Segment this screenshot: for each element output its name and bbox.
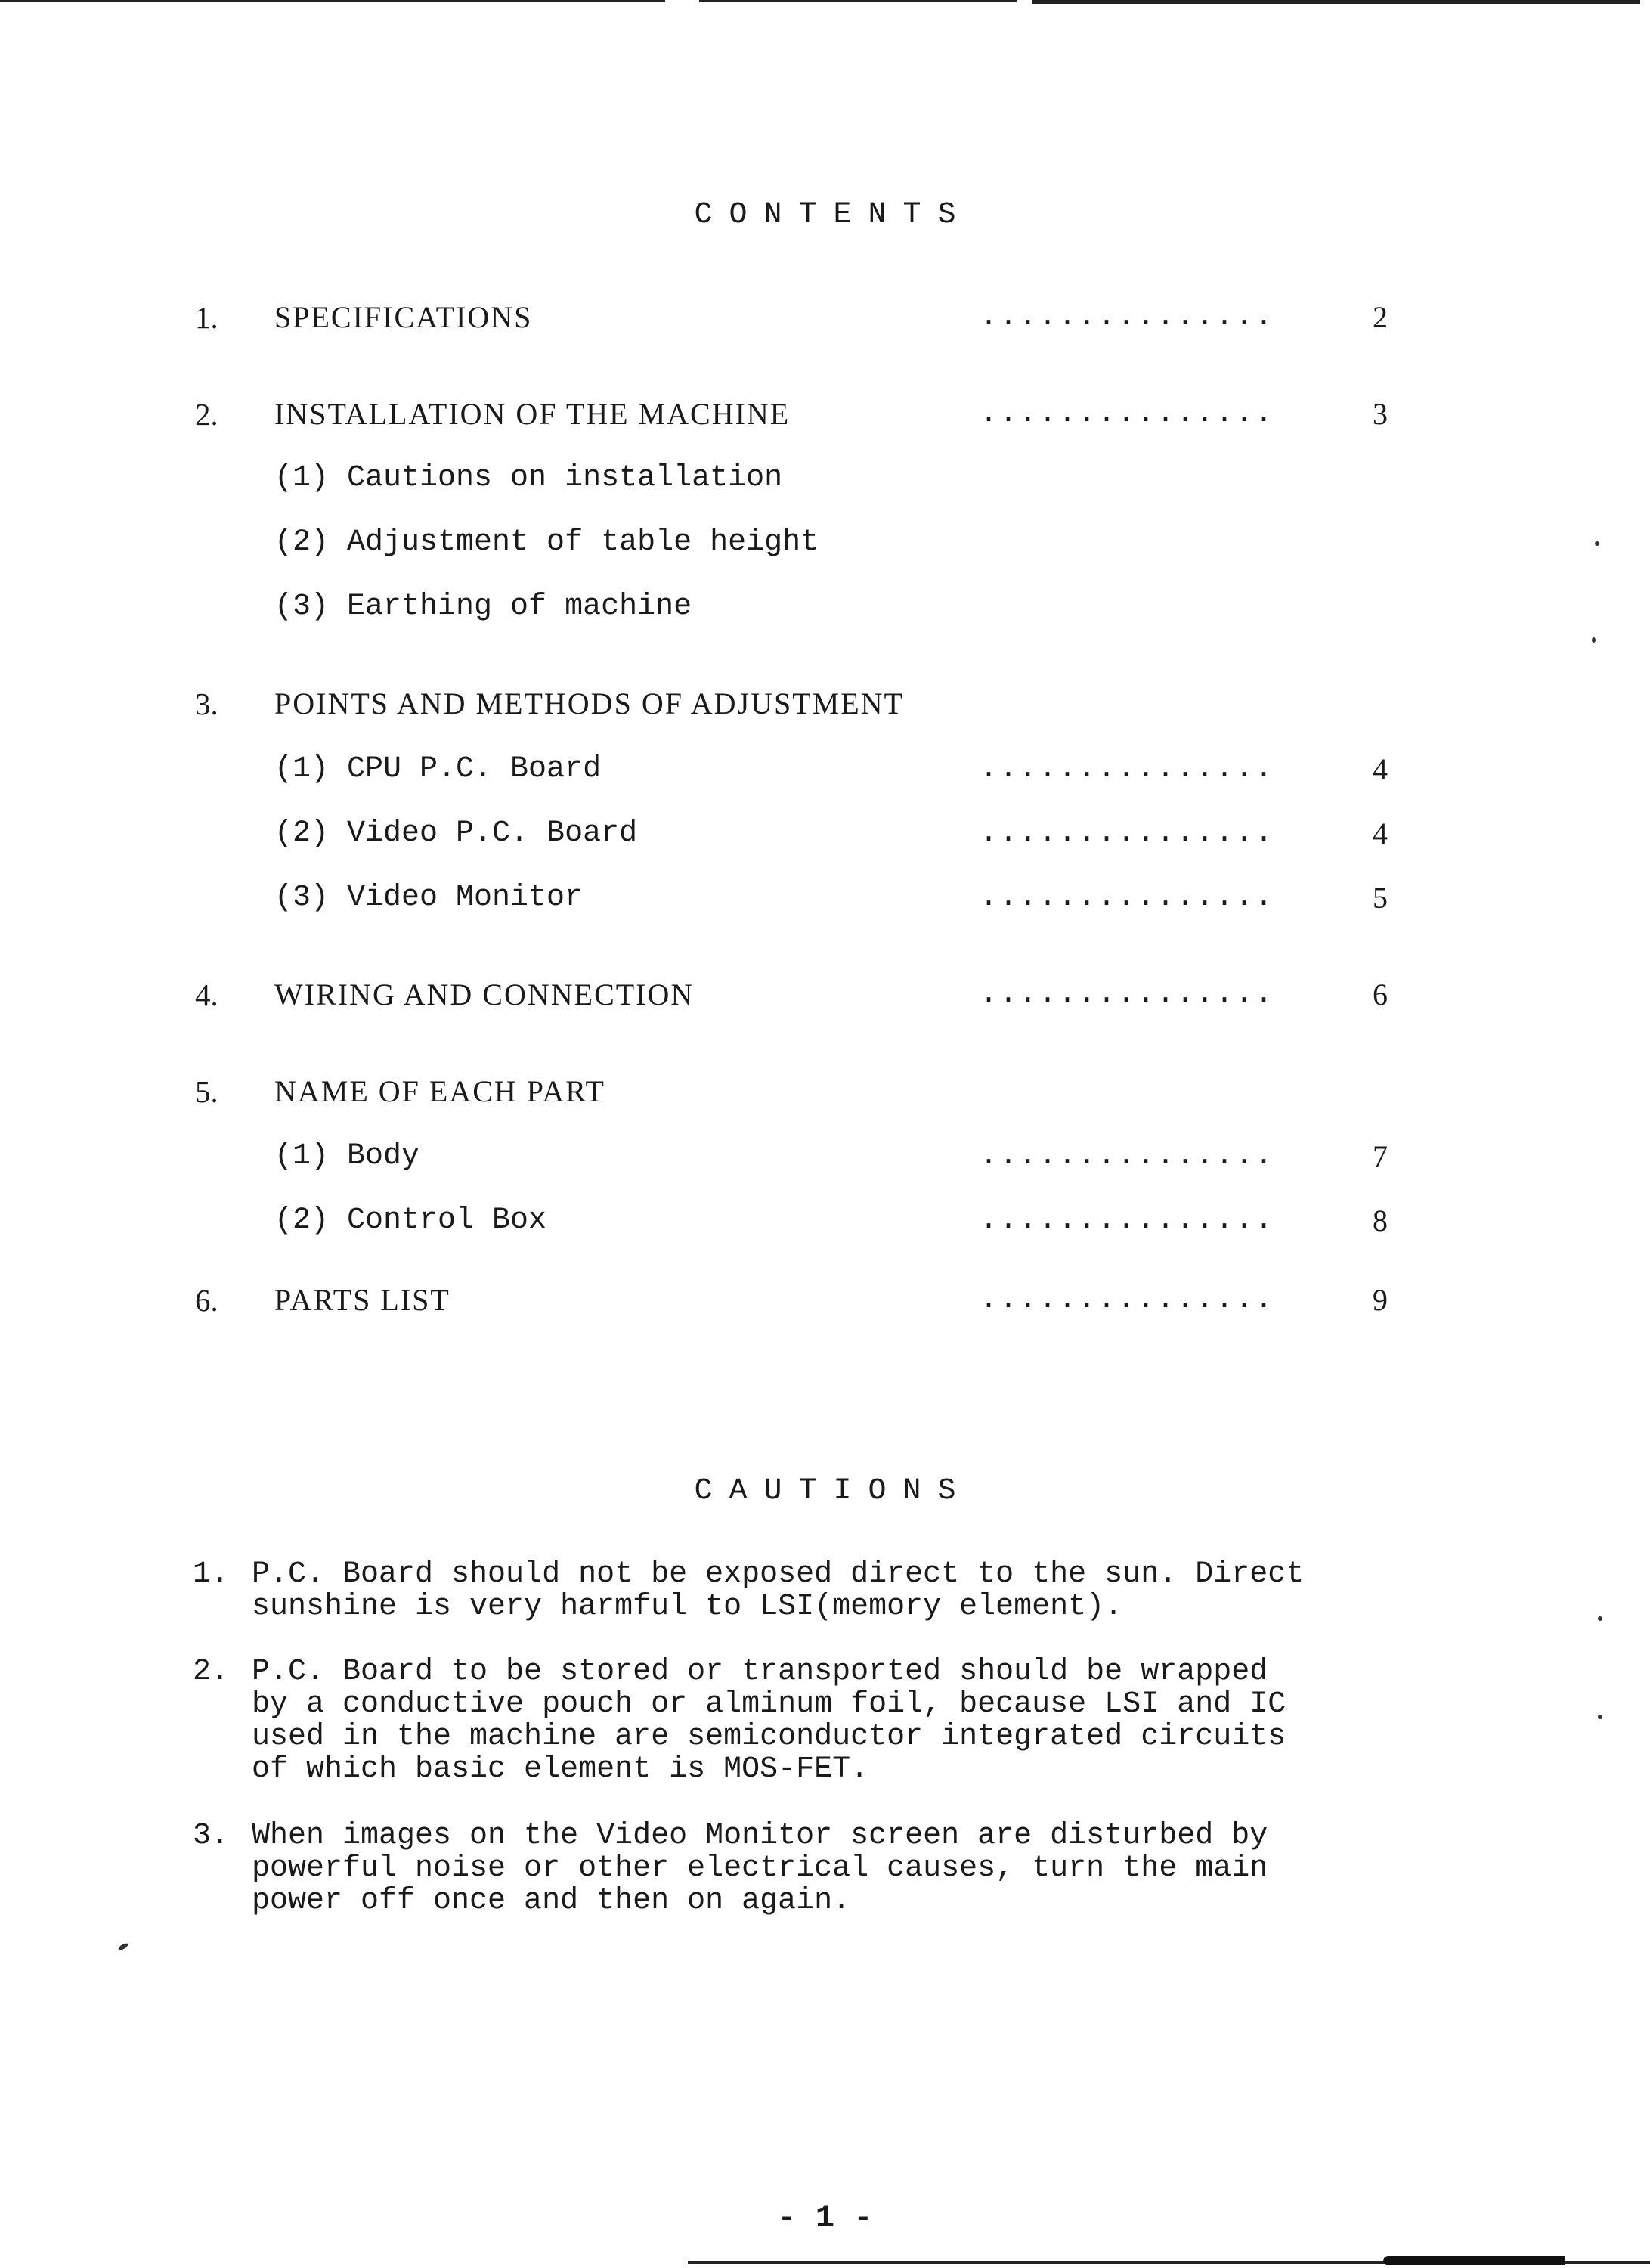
- toc-entry-number: 5.: [195, 1074, 218, 1109]
- caution-text: When images on the Video Monitor screen are disturbed by powerful noise or other electrical causes, turn the main power off once and then on again.: [252, 1819, 1268, 1918]
- toc-leader-dots: ...............: [980, 752, 1275, 786]
- page-number: - 1 -: [777, 2200, 873, 2236]
- scan-speck: [1595, 541, 1599, 546]
- toc-subentry: [0, 875, 1650, 921]
- toc-page-number: 7: [1373, 1139, 1388, 1173]
- top-border-line: [1032, 0, 1640, 4]
- toc-subentry-title: (2) Control Box: [274, 1204, 547, 1238]
- caution-number: 3.: [193, 1819, 230, 1853]
- toc-page-number: 9: [1373, 1283, 1388, 1317]
- toc-page-number: 5: [1373, 881, 1388, 915]
- toc-subentry: [0, 811, 1650, 857]
- caution-item: [193, 1558, 1478, 1626]
- toc-subentry-title: (1) CPU P.C. Board: [274, 752, 602, 786]
- cautions-heading: CAUTIONS: [694, 1474, 973, 1508]
- toc-entry-number: 1.: [195, 300, 218, 335]
- toc-entry-title: NAME OF EACH PART: [274, 1074, 605, 1108]
- toc-subentry: [0, 747, 1650, 792]
- toc-subentry-title: (3) Video Monitor: [274, 881, 584, 915]
- toc-entry-number: 4.: [195, 978, 218, 1012]
- toc-subentry-title: (1) Body: [274, 1139, 420, 1173]
- toc-entry-number: 6.: [195, 1283, 218, 1318]
- toc-entry: [0, 972, 1650, 1018]
- bottom-border-line: [1383, 2256, 1565, 2265]
- caution-text: P.C. Board to be stored or transported should be wrapped by a conductive pouch or alminum foil, because LSI and IC used in the machine are semiconductor integrated circuits of which basic element is MOS-FET.: [252, 1655, 1286, 1786]
- toc-leader-dots: ...............: [980, 1139, 1275, 1173]
- toc-page-number: 6: [1373, 978, 1388, 1012]
- toc-page-number: 4: [1373, 752, 1388, 786]
- toc-subentry-title: (3) Earthing of machine: [274, 590, 692, 624]
- toc-leader-dots: ...............: [980, 978, 1275, 1012]
- contents-heading: CONTENTS: [694, 198, 973, 232]
- scan-speck: [1598, 1715, 1602, 1719]
- toc-entry-number: 3.: [195, 686, 218, 721]
- toc-entry: [0, 392, 1650, 437]
- toc-entry-title: POINTS AND METHODS OF ADJUSTMENT: [274, 686, 904, 720]
- toc-subentry: [0, 1134, 1650, 1179]
- toc-leader-dots: ...............: [980, 881, 1275, 915]
- top-border-line: [699, 0, 1017, 2]
- toc-entry: [0, 295, 1650, 340]
- toc-subentry-title: (2) Adjustment of table height: [274, 525, 819, 559]
- toc-subentry: [0, 456, 1650, 501]
- toc-subentry: [0, 520, 1650, 565]
- toc-entry-number: 2.: [195, 397, 218, 432]
- scan-speck: [117, 1942, 128, 1951]
- caution-number: 1.: [193, 1557, 230, 1591]
- toc-subentry: [0, 584, 1650, 630]
- toc-page-number: 3: [1373, 397, 1388, 431]
- toc-entry: [0, 681, 1650, 727]
- toc-page-number: 4: [1373, 816, 1388, 850]
- caution-item: [193, 1820, 1478, 1922]
- scan-speck: [1592, 637, 1596, 643]
- toc-entry-title: WIRING AND CONNECTION: [274, 978, 695, 1012]
- toc-leader-dots: ...............: [980, 1283, 1275, 1317]
- toc-subentry-title: (2) Video P.C. Board: [274, 816, 638, 850]
- top-border-line: [0, 0, 665, 2]
- toc-entry-title: PARTS LIST: [274, 1283, 450, 1317]
- toc-leader-dots: ...............: [980, 816, 1275, 850]
- toc-entry: [0, 1278, 1650, 1323]
- toc-leader-dots: ...............: [980, 300, 1275, 334]
- toc-entry-title: INSTALLATION OF THE MACHINE: [274, 397, 791, 431]
- toc-entry-title: SPECIFICATIONS: [274, 300, 533, 334]
- toc-leader-dots: ...............: [980, 1204, 1275, 1238]
- toc-subentry: [0, 1198, 1650, 1244]
- toc-page-number: 8: [1373, 1204, 1388, 1238]
- caution-number: 2.: [193, 1655, 230, 1689]
- toc-entry: [0, 1069, 1650, 1114]
- caution-text: P.C. Board should not be exposed direct to the sun. Direct sunshine is very harmful to LSI(memory element).: [252, 1557, 1305, 1624]
- toc-leader-dots: ...............: [980, 397, 1275, 431]
- toc-subentry-title: (1) Cautions on installation: [274, 461, 783, 495]
- caution-item: [193, 1656, 1478, 1788]
- scan-speck: [1598, 1616, 1602, 1621]
- toc-page-number: 2: [1373, 300, 1388, 334]
